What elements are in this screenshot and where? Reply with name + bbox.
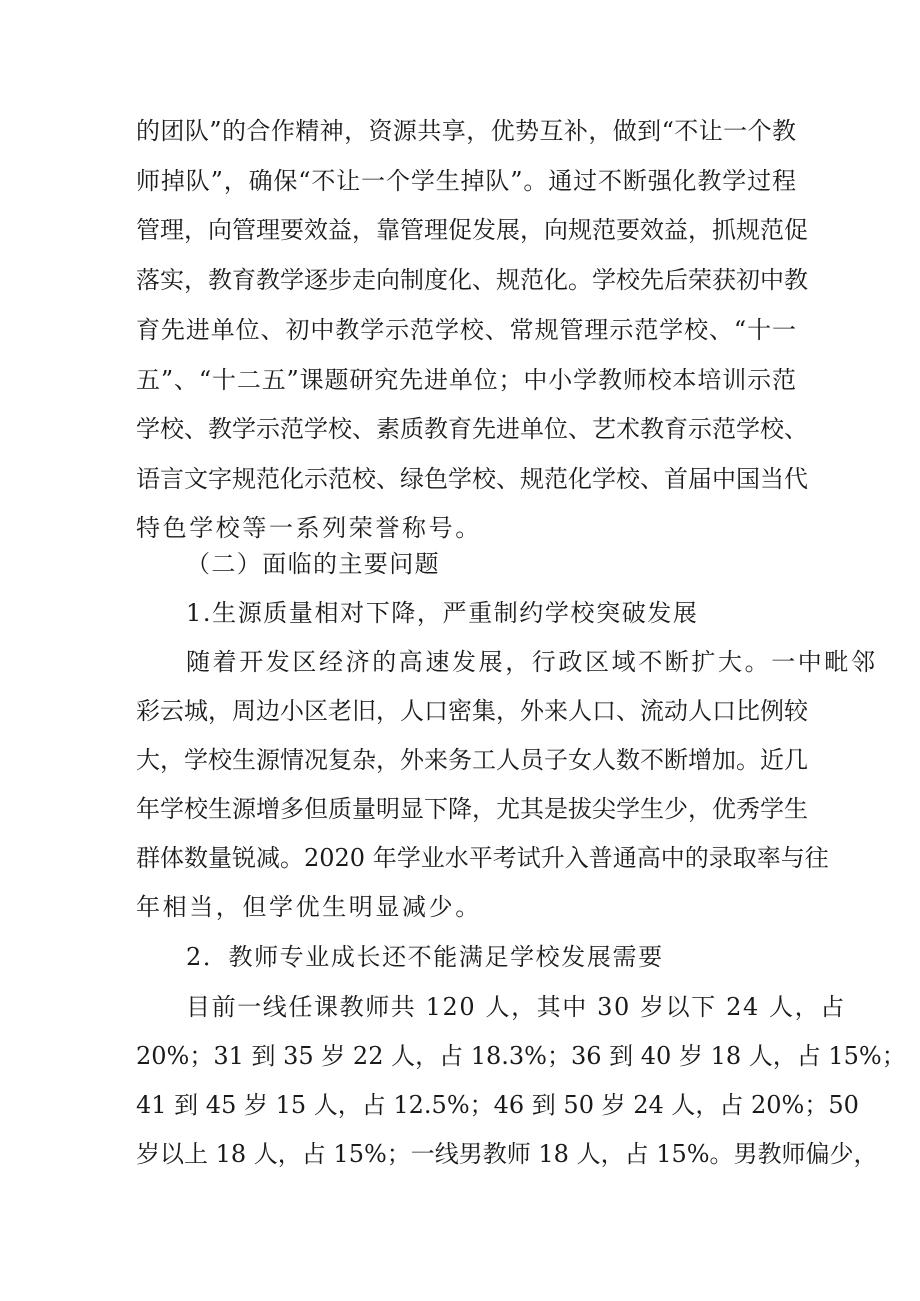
text-line-2: 师掉队”，确保“不让一个学生掉队”。通过不断强化教学过程	[136, 167, 796, 195]
text-line-7: 学校、教学示范学校、素质教育先进单位、艺术教育示范学校、	[136, 415, 808, 443]
text-line-4: 落实，教育教学逐步走向制度化、规范化。学校先后荣获初中教	[136, 266, 808, 294]
section-heading: （二）面临的主要问题	[186, 550, 440, 578]
text-line-3: 管理，向管理要效益，靠管理促发展，向规范要效益，抓规范促	[136, 216, 808, 244]
text-line-19: 目前一线任课教师共 120 人，其中 30 岁以下 24 人，占	[186, 993, 846, 1021]
text-line-17: 年相当，但学优生明显减少。	[136, 893, 482, 921]
text-line-13: 彩云城，周边小区老旧，人口密集，外来人口、流动人口比例较	[136, 697, 808, 725]
text-line-9: 特色学校等一系列荣誉称号。	[136, 514, 482, 542]
text-line-15: 年学校生源增多但质量明显下降，尤其是拔尖学生少，优秀学生	[136, 795, 808, 823]
text-line-1: 的团队”的合作精神，资源共享，优势互补，做到“不让一个教	[136, 117, 796, 145]
subheading-2: 2．教师专业成长还不能满足学校发展需要	[186, 943, 664, 971]
text-line-22: 岁以上 18 人，占 15%；一线男教师 18 人，占 15%。男教师偏少，	[136, 1140, 878, 1168]
text-line-8: 语言文字规范化示范校、绿色学校、规范化学校、首届中国当代	[136, 465, 808, 493]
text-line-14: 大，学校生源情况复杂，外来务工人员子女人数不断增加。近几	[136, 746, 808, 774]
text-line-12: 随着开发区经济的高速发展，行政区域不断扩大。一中毗邻	[186, 648, 878, 676]
subheading-1: 1.生源质量相对下降，严重制约学校突破发展	[186, 599, 699, 627]
text-line-5: 育先进单位、初中教学示范学校、常规管理示范学校、“十一	[136, 316, 796, 344]
text-line-21: 41 到 45 岁 15 人，占 12.5%；46 到 50 岁 24 人，占 20%；50	[136, 1091, 859, 1119]
text-line-20: 20%；31 到 35 岁 22 人，占 18.3%；36 到 40 岁 18 人，占 15%；	[136, 1042, 906, 1070]
text-line-16: 群体数量锐减。2020 年学业水平考试升入普通高中的录取率与往	[136, 844, 829, 872]
text-line-6: 五”、“十二五”课题研究先进单位；中小学教师校本培训示范	[136, 366, 796, 394]
